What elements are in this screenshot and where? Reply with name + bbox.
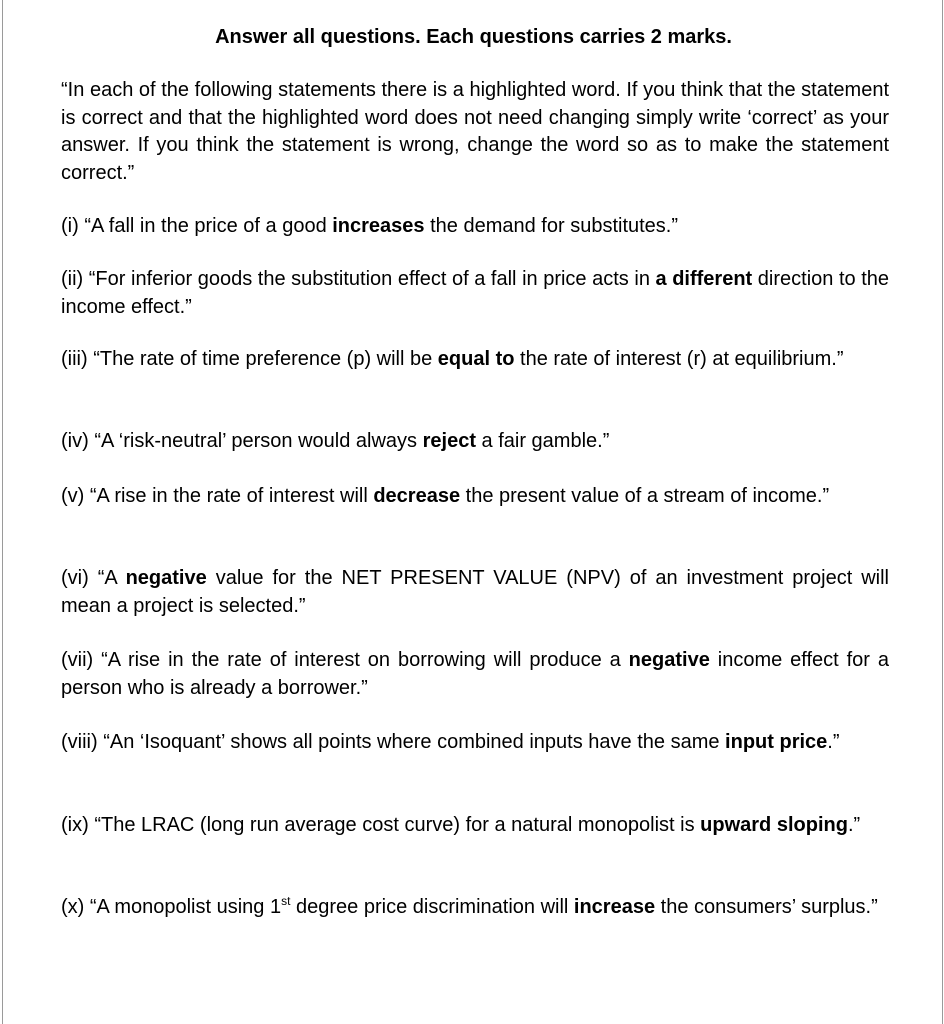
- question-6: [61, 565, 889, 620]
- question-2: [61, 266, 889, 321]
- question-5: [61, 483, 889, 511]
- question-text: the consumers’ surplus.”: [655, 896, 878, 918]
- highlighted-word: negative: [628, 649, 710, 671]
- question-text: (i) “A fall in the price of a good: [61, 215, 333, 237]
- highlighted-word: increases: [332, 215, 425, 237]
- question-7: [61, 647, 889, 702]
- highlighted-word: increase: [573, 896, 656, 918]
- instructions-paragraph: “In each of the following statements there is a highlighted word. If you think that the statement is correct and that the highlighted word does not need changing simply write ‘correct’ as your answer. If you think the statement is wrong, change the word so as to make the statement correct.”: [61, 79, 889, 184]
- ordinal-suffix: st: [281, 894, 291, 908]
- highlighted-word: decrease: [373, 485, 461, 507]
- question-text: the demand for substitutes.”: [424, 215, 679, 237]
- question-9: [61, 812, 889, 840]
- highlighted-word: equal to: [437, 348, 515, 370]
- page-title: Answer all questions. Each questions carries 2 marks.: [215, 26, 732, 48]
- question-text: value for the NET PRESENT VALUE (NPV) of an investment project will mean a project is selected.”: [61, 567, 889, 617]
- question-text: a fair gamble.”: [475, 430, 610, 452]
- question-text: (ii) “For inferior goods the substitution effect of a fall in price acts in: [61, 268, 656, 290]
- question-text: degree price discrimination will: [290, 896, 574, 918]
- question-text: (vi) “A: [61, 567, 126, 589]
- question-text: the present value of a stream of income.”: [460, 485, 830, 507]
- document-page: [2, 0, 943, 1024]
- question-text: (iv) “A ‘risk-neutral’ person would always: [61, 430, 423, 452]
- highlighted-word: upward sloping: [700, 814, 848, 836]
- question-text: the rate of interest (r) at equilibrium.”: [514, 348, 844, 370]
- question-text: income effect for a person who is already a borrower.”: [61, 649, 890, 699]
- question-text: (vii) “A rise in the rate of interest on borrowing will produce a: [61, 649, 629, 671]
- highlighted-word: input price: [725, 731, 828, 753]
- highlighted-word: negative: [125, 567, 207, 589]
- question-10: [61, 894, 889, 922]
- question-text: .”: [827, 731, 840, 753]
- question-text: (v) “A rise in the rate of interest will: [61, 485, 374, 507]
- question-text: .”: [847, 814, 861, 836]
- question-text: (ix) “The LRAC (long run average cost curve) for a natural monopolist is: [61, 814, 701, 836]
- question-4: [61, 428, 889, 456]
- question-8: [61, 729, 889, 757]
- question-text: direction to the income effect.”: [61, 268, 890, 318]
- question-text: (iii) “The rate of time preference (p) will be: [61, 348, 438, 370]
- question-text: (viii) “An ‘Isoquant’ shows all points where combined inputs have the same: [61, 731, 726, 753]
- question-text: (x) “A monopolist using 1: [61, 896, 282, 918]
- question-1: [61, 213, 889, 241]
- question-3: [61, 346, 889, 374]
- highlighted-word: a different: [655, 268, 753, 290]
- highlighted-word: reject: [422, 430, 476, 452]
